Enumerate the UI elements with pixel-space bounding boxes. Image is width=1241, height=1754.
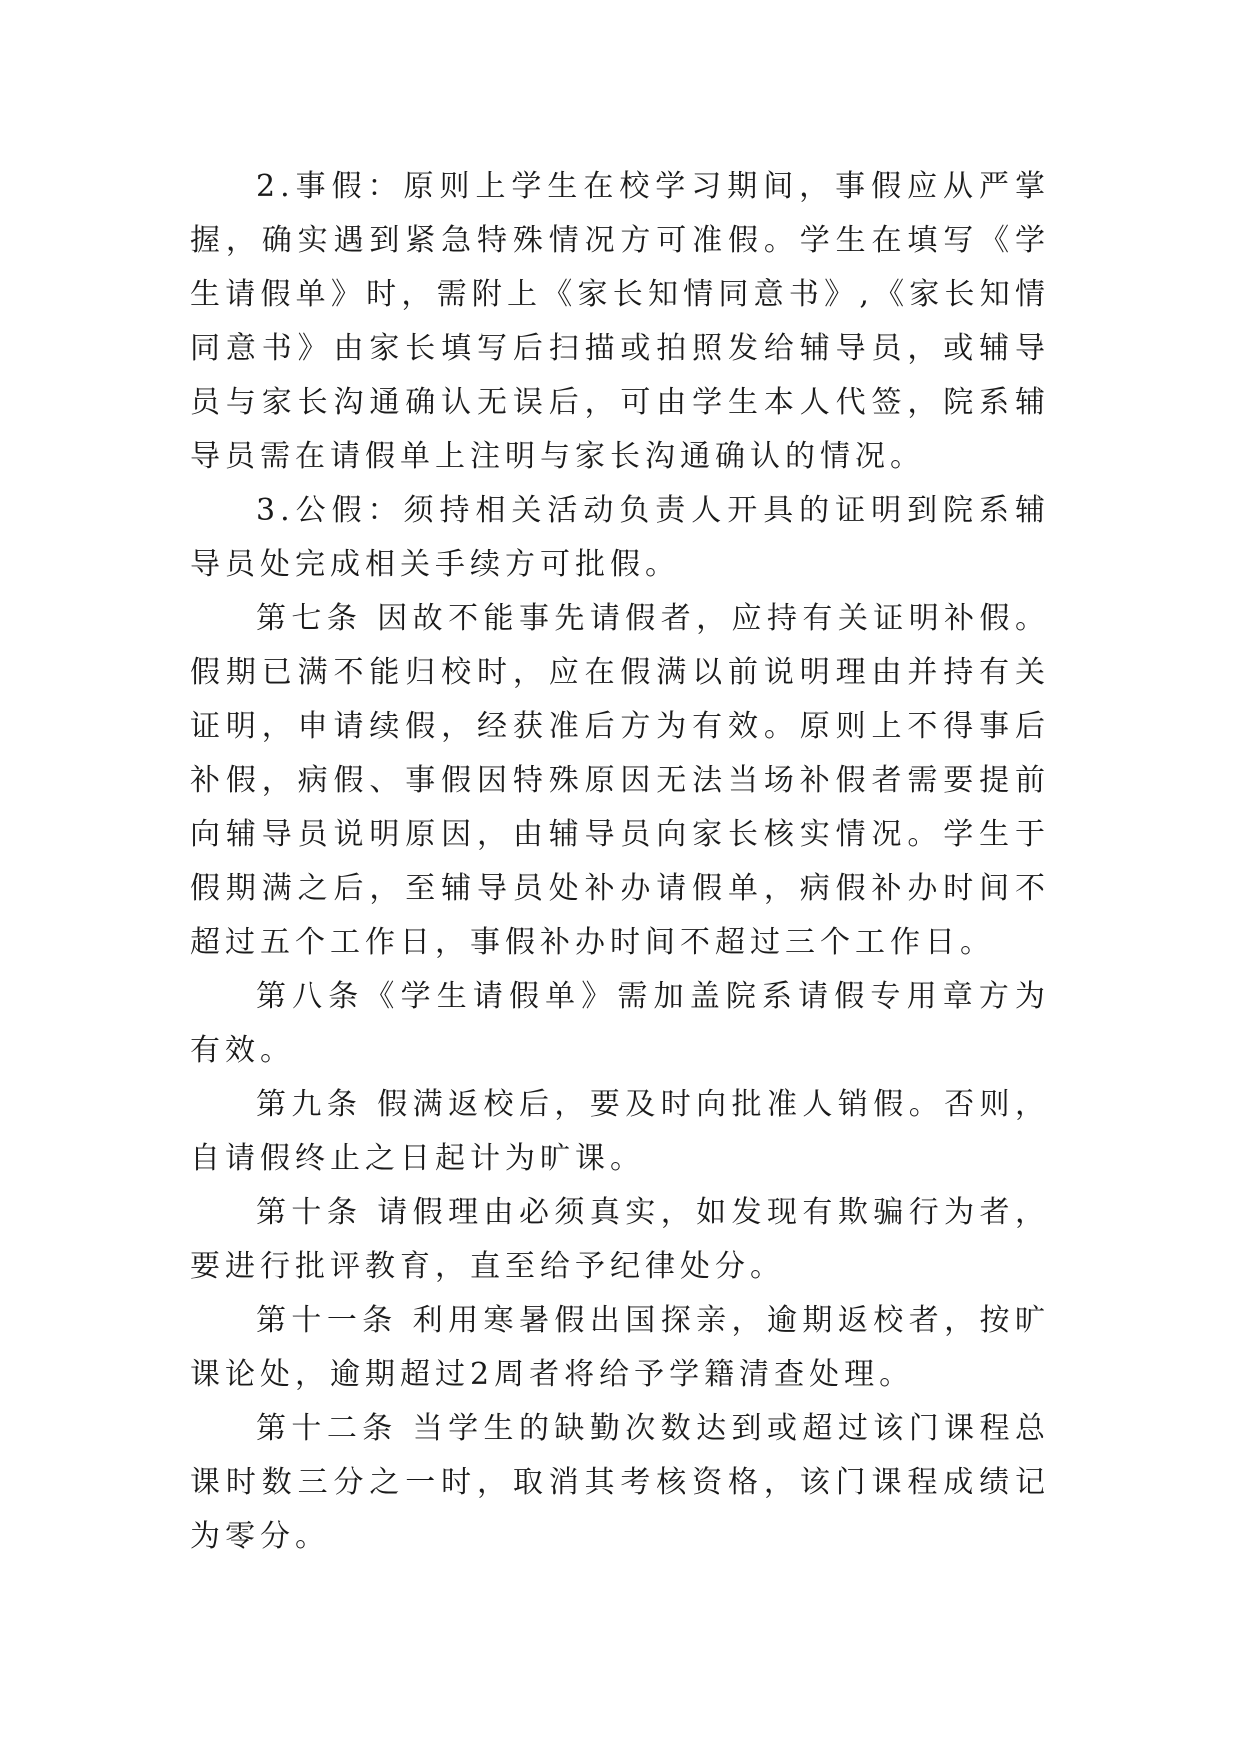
paragraph-article-7: 第七条 因故不能事先请假者，应持有关证明补假。假期已满不能归校时，应在假满以前说明理由并持有关证明，申请续假，经获准后方为有效。原则上不得事后补假，病假、事假因特殊原因无法当场补假者需要提前向辅导员说明原因，由辅导员向家长核实情况。学生于假期满之后，至辅导员处补办请假单，病假补办时间不超过五个工作日，事假补办时间不超过三个工作日。 bbox=[190, 601, 1050, 960]
paragraph-article-10: 第十条 请假理由必须真实，如发现有欺骗行为者，要进行批评教育，直至给予纪律处分。 bbox=[190, 1195, 1050, 1284]
paragraph-article-9: 第九条 假满返校后，要及时向批准人销假。否则，自请假终止之日起计为旷课。 bbox=[190, 1087, 1050, 1176]
paragraph-article-8: 第八条《学生请假单》需加盖院系请假专用章方为有效。 bbox=[190, 979, 1050, 1068]
paragraph-official-leave: 3.公假：须持相关活动负责人开具的证明到院系辅导员处完成相关手续方可批假。 bbox=[190, 493, 1050, 582]
paragraph-article-12: 第十二条 当学生的缺勤次数达到或超过该门课程总课时数三分之一时，取消其考核资格，该门课程成绩记为零分。 bbox=[190, 1411, 1050, 1554]
paragraph-article-11: 第十一条 利用寒暑假出国探亲，逾期返校者，按旷课论处，逾期超过2周者将给予学籍清查处理。 bbox=[190, 1303, 1050, 1392]
document-body bbox=[190, 160, 1050, 1564]
paragraph-personal-leave: 2.事假：原则上学生在校学习期间，事假应从严掌握，确实遇到紧急特殊情况方可准假。学生在填写《学生请假单》时，需附上《家长知情同意书》,《家长知情同意书》由家长填写后扫描或拍照发给辅导员，或辅导员与家长沟通确认无误后，可由学生本人代签，院系辅导员需在请假单上注明与家长沟通确认的情况。 bbox=[190, 169, 1050, 474]
